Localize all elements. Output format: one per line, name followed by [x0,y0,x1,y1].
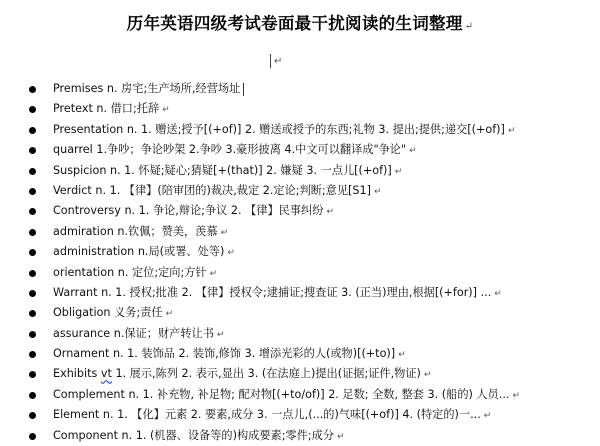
paragraph-mark: ↵ [162,105,170,116]
list-item[interactable] [0,242,600,262]
vocabulary-list [0,79,600,446]
list-item[interactable] [0,222,600,242]
paragraph-mark: ↵ [374,186,382,197]
bullet-icon [29,270,36,277]
bullet-icon [29,310,36,317]
list-item[interactable] [0,201,600,221]
paragraph-mark: ↵ [512,390,521,401]
entry-text: Presentation n. 1. 赠送;授予[(+of)] 2. 赠送或授予的东西;礼物 3. 提出;提供;递交[(+of)] [53,122,505,136]
bullet-icon [29,351,36,358]
list-item[interactable] [0,426,600,446]
bullet-icon [29,86,36,93]
list-item[interactable] [0,324,600,344]
bullet-icon [29,331,36,338]
list-item[interactable] [0,161,600,181]
paragraph-mark: ↵ [337,431,345,442]
entry-text: Verdict n. 1. 【律】(陪审团的)裁决,裁定 2.定论;判断;意见[S1] [53,183,371,197]
paragraph-mark: ↵ [220,227,229,238]
entry-text: Complement n. 1. 补充物, 补足物; 配对物[(+to/of)] 2. 足数; 全数, 整套 3. (船的) 人员... [53,387,510,401]
list-item[interactable] [0,303,600,323]
bullet-icon [29,127,36,134]
entry-text: Obligation 义务;责任 [53,306,163,320]
blank-line-paragraph-mark: ↵ [274,56,283,67]
list-item[interactable] [0,344,600,364]
paragraph-mark: ↵ [507,125,516,136]
paragraph-mark: ↵ [209,268,218,279]
entry-text: admiration n.钦佩；赞美，羡慕 [53,224,218,238]
paragraph-mark: ↵ [165,309,174,320]
entry-text: Suspicion n. 1. 怀疑;疑心;猜疑[+(that)] 2. 嫌疑 3. 一点儿[(+of)] [53,163,392,177]
bullet-icon [29,433,36,440]
bullet-icon [29,290,36,297]
list-item[interactable] [0,120,600,140]
entry-text: Pretext n. 借口;托辞 [53,102,160,116]
paragraph-mark: ↵ [409,146,417,157]
paragraph-mark: ↵ [394,166,403,177]
bullet-icon [29,168,36,175]
entry-text: assurance n.保证；财产转让书 [53,326,214,340]
entry-text-tail: 1. 展示,陈列 2. 表示,显出 3. (在法庭上)提出(证据;证件,物证) [111,367,421,381]
entry-text: quarrel 1.争吵；争论吵架 2.争吵 3.豪形披离 4.中文可以翻译成"争论" [53,143,407,157]
paragraph-mark: ↵ [227,248,235,259]
paragraph-mark: ↵ [464,21,474,32]
paragraph-mark: ↵ [483,411,492,422]
bullet-icon [29,392,36,399]
entry-text: Ornament n. 1. 装饰品 2. 装饰,修饰 3. 增添光彩的人(或物)[(+to)] [53,347,396,361]
bullet-icon [29,371,36,378]
entry-text-head: Exhibits [53,367,101,381]
entry-text: administration n.局(或署、处等) [53,245,225,259]
bullet-icon [29,147,36,154]
paragraph-mark: ↵ [326,207,334,218]
paragraph-mark: ↵ [423,370,432,381]
insertion-caret [243,83,244,96]
entry-text: Controversy n. 1. 争论,辩论;争议 2. 【律】民事纠纷 [53,204,324,218]
list-item[interactable] [0,181,600,201]
bullet-icon [29,208,36,215]
bullet-icon [29,249,36,256]
text-cursor [270,54,271,68]
paragraph-mark: ↵ [494,288,502,299]
list-item[interactable] [0,364,600,384]
list-item[interactable] [0,405,600,425]
paragraph-mark: ↵ [398,350,406,361]
list-item[interactable] [0,385,600,405]
list-item[interactable] [0,283,600,303]
bullet-icon [29,188,36,195]
document-title [0,10,600,34]
list-item[interactable] [0,263,600,283]
paragraph-mark: ↵ [216,329,225,340]
bullet-icon [29,229,36,236]
list-item[interactable] [0,99,600,119]
entry-text: Component n. 1. (机器、设备等的)构成要素;零件;成分 [53,428,335,442]
entry-text: Warrant n. 1. 授权;批准 2. 【律】授权令;逮捕证;搜查证 3. (正当)理由,根据[(+for)] ... [53,285,492,299]
entry-text: Element n. 1. 【化】元素 2. 要素,成分 3. 一点儿,(...的)气味[(+of)] 4. (特定的)一... [53,408,481,422]
entry-text: Premises n. 房宅;生产场所,经营场址 [53,82,241,95]
title-text: 历年英语四级考试卷面最干扰阅读的生词整理 [126,14,463,33]
entry-text: orientation n. 定位;定向;方针 [53,265,207,279]
list-item[interactable] [0,79,600,99]
spellcheck-flagged-word[interactable]: vt [100,367,112,381]
list-item[interactable] [0,140,600,160]
bullet-icon [29,412,36,419]
bullet-icon [29,106,36,113]
